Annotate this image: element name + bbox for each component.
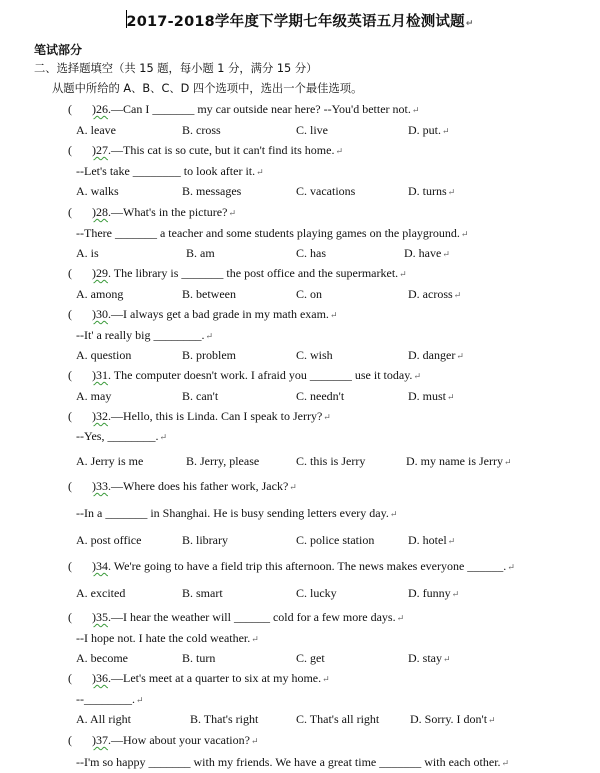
option-text: C. needn't (296, 389, 345, 403)
option-c (296, 389, 344, 404)
question-number: )27 (92, 143, 108, 157)
question-text: .—How about your vacation? (108, 733, 250, 747)
answer-paren: ( (68, 205, 72, 219)
option-a (76, 389, 111, 404)
option-text: C. on (296, 287, 323, 301)
question-number: )31 (92, 368, 108, 382)
question-stem (92, 733, 259, 748)
option-text: A. is (76, 246, 99, 260)
option-text: A. may (76, 389, 112, 403)
question-text: .—This cat is so cute, but it can't find its home. (108, 143, 335, 157)
option-c (296, 586, 337, 601)
paragraph-mark: ↵ (503, 457, 512, 467)
option-b (186, 246, 215, 261)
paragraph-mark: ↵ (447, 536, 456, 546)
question-text: .—Hello, this is Linda. Can I speak to Jerry? (108, 409, 323, 423)
option-d (406, 454, 512, 469)
question-text: .—Where does his father work, Jack? (108, 479, 289, 493)
question-reply (76, 328, 213, 343)
option-text: B. problem (182, 348, 236, 362)
answer-paren: ( (68, 409, 72, 423)
option-text: A. become (76, 651, 128, 665)
paragraph-mark: ↵ (289, 482, 297, 492)
option-b (190, 712, 258, 727)
option-d (408, 123, 450, 138)
answer-paren: ( (68, 610, 72, 624)
paragraph-mark: ↵ (136, 695, 144, 705)
option-a (76, 586, 125, 601)
paragraph-mark: ↵ (159, 432, 167, 442)
option-text: A. among (76, 287, 124, 301)
option-text: D. stay (408, 651, 442, 665)
paragraph-mark: ↵ (453, 290, 462, 300)
option-c (296, 712, 379, 727)
option-text: A. walks (76, 184, 119, 198)
paragraph-mark: ↵ (507, 562, 515, 572)
option-b (182, 533, 228, 548)
question-stem (92, 102, 419, 117)
option-a (76, 123, 116, 138)
option-text: C. wish (296, 348, 333, 362)
option-a (76, 184, 119, 199)
option-b (182, 586, 223, 601)
option-a (76, 287, 123, 302)
option-b (182, 389, 218, 404)
option-text: B. can't (182, 389, 219, 403)
question-stem (92, 143, 343, 158)
reply-text: --Let's take ________ to look after it. (76, 164, 256, 178)
question-number: )33 (92, 479, 108, 493)
answer-paren: ( (68, 733, 72, 747)
option-text: C. vacations (296, 184, 356, 198)
question-text: .—Let's meet at a quarter to six at my home. (108, 671, 322, 685)
option-text: C. has (296, 246, 326, 260)
question-stem (92, 479, 297, 494)
option-b (182, 184, 241, 199)
option-text: C. lucky (296, 586, 337, 600)
option-text: D. danger (408, 348, 456, 362)
reply-text: --Yes, ________. (76, 429, 159, 443)
answer-paren: ( (68, 143, 72, 157)
option-text: B. Jerry, please (186, 454, 260, 468)
paragraph-mark: ↵ (456, 351, 464, 361)
paragraph-mark: ↵ (447, 187, 456, 197)
paragraph-mark: ↵ (399, 269, 407, 279)
option-text: B. library (182, 533, 228, 547)
question-text: .—What's in the picture? (108, 205, 228, 219)
option-text: B. That's right (190, 712, 259, 726)
option-text: A. leave (76, 123, 116, 137)
option-d (408, 389, 455, 404)
question-number: )36 (92, 671, 108, 685)
paragraph-mark: ↵ (501, 758, 510, 768)
option-b (182, 348, 236, 363)
option-d (408, 651, 451, 666)
option-c (296, 454, 365, 469)
paragraph-mark: ↵ (389, 509, 398, 519)
option-text: A. All right (76, 712, 132, 726)
question-stem (92, 559, 515, 574)
question-number: )37 (92, 733, 108, 747)
reply-text: --I hope not. I hate the cold weather. (76, 631, 251, 645)
question-stem (92, 307, 337, 322)
answer-paren: ( (68, 559, 72, 573)
paragraph-mark: ↵ (396, 613, 405, 623)
question-number: )29 (92, 266, 108, 280)
question-stem (92, 205, 236, 220)
option-a (76, 348, 131, 363)
option-text: D. have (404, 246, 442, 260)
paragraph-mark: ↵ (460, 229, 469, 239)
question-reply (76, 226, 468, 241)
option-a (76, 454, 143, 469)
option-c (296, 287, 322, 302)
question-text: .—I always get a bad grade in my math exam. (108, 307, 329, 321)
option-a (76, 533, 141, 548)
paragraph-mark: ↵ (447, 392, 455, 402)
option-a (76, 246, 99, 261)
reply-text: --There _______ a teacher and some students playing games on the playground. (76, 226, 460, 240)
option-d (410, 712, 496, 727)
option-d (404, 246, 450, 261)
question-text: . The library is _______ the post office and the supermarket. (108, 266, 399, 280)
reply-text: --It' a really big ________. (76, 328, 205, 342)
answer-paren: ( (68, 671, 72, 685)
option-d (408, 287, 461, 302)
option-d (408, 586, 459, 601)
option-text: D. funny (408, 586, 451, 600)
question-text: .—I hear the weather will ______ cold for a few more days. (108, 610, 396, 624)
page-title (0, 10, 600, 31)
option-c (296, 533, 374, 548)
option-text: B. am (186, 246, 215, 260)
paragraph-mark: ↵ (451, 589, 460, 599)
option-text: C. live (296, 123, 328, 137)
answer-paren: ( (68, 307, 72, 321)
option-c (296, 123, 328, 138)
option-b (182, 123, 221, 138)
option-text: D. must (408, 389, 447, 403)
question-reply (76, 506, 397, 521)
paragraph-mark: ↵ (465, 19, 474, 29)
reply-text: --In a _______ in Shanghai. He is busy sending letters every day. (76, 506, 389, 520)
question-stem (92, 409, 331, 424)
paragraph-mark: ↵ (488, 715, 496, 725)
option-text: A. post office (76, 533, 142, 547)
question-stem (92, 266, 407, 281)
option-text: A. question (76, 348, 132, 362)
option-d (408, 533, 455, 548)
page-title-text: 2017-2018学年度下学期七年级英语五月检测试题 (126, 14, 465, 30)
question-number: )26 (92, 102, 108, 116)
option-text: D. hotel (408, 533, 447, 547)
paragraph-mark: ↵ (323, 412, 331, 422)
option-d (408, 184, 455, 199)
question-reply (76, 429, 167, 444)
paragraph-mark: ↵ (256, 167, 264, 177)
question-stem (92, 368, 421, 383)
paragraph-mark: ↵ (251, 634, 259, 644)
option-text: C. police station (296, 533, 375, 547)
paragraph-mark: ↵ (322, 674, 330, 684)
option-a (76, 651, 128, 666)
option-text: B. cross (182, 123, 221, 137)
paragraph-mark: ↵ (411, 105, 420, 115)
option-c (296, 348, 333, 363)
answer-paren: ( (68, 479, 72, 493)
question-text: . We're going to have a field trip this afternoon. The news makes everyone ______. (108, 559, 507, 573)
section-heading: 笔试部分 (34, 43, 83, 57)
option-text: D. Sorry. I don't (410, 712, 488, 726)
option-text: A. Jerry is me (76, 454, 144, 468)
question-reply (76, 631, 259, 646)
paragraph-mark: ↵ (413, 371, 421, 381)
option-b (182, 287, 236, 302)
question-reply (76, 164, 264, 179)
answer-paren: ( (68, 368, 72, 382)
option-text: D. turns (408, 184, 447, 198)
answer-paren: ( (68, 266, 72, 280)
part-heading: 二、选择题填空（共 15 题，每小题 1 分，满分 15 分） (34, 62, 318, 75)
question-stem (92, 671, 330, 686)
question-reply (76, 692, 144, 707)
option-c (296, 184, 355, 199)
option-b (186, 454, 259, 469)
option-d (408, 348, 464, 363)
option-text: C. That's all right (296, 712, 380, 726)
option-text: C. get (296, 651, 325, 665)
paragraph-mark: ↵ (443, 654, 451, 664)
option-text: B. messages (182, 184, 242, 198)
question-number: )34 (92, 559, 108, 573)
option-b (182, 651, 215, 666)
question-text: . The computer doesn't work. I afraid you _______ use it today. (108, 368, 413, 382)
question-number: )28 (92, 205, 108, 219)
reply-text: --I'm so happy _______ with my friends. We have a great time _______ with each other. (76, 755, 501, 769)
option-text: B. turn (182, 651, 216, 665)
reply-text: --________. (76, 692, 135, 706)
question-number: )32 (92, 409, 108, 423)
option-text: D. across (408, 287, 453, 301)
paragraph-mark: ↵ (335, 146, 344, 156)
answer-paren: ( (68, 102, 72, 116)
question-text: .—Can I _______ my car outside near here? --You'd better not. (108, 102, 411, 116)
option-text: C. this is Jerry (296, 454, 366, 468)
option-text: D. my name is Jerry (406, 454, 503, 468)
option-text: B. between (182, 287, 236, 301)
question-number: )35 (92, 610, 108, 624)
question-stem (92, 610, 404, 625)
option-text: A. excited (76, 586, 126, 600)
option-c (296, 651, 325, 666)
paragraph-mark: ↵ (250, 736, 259, 746)
paragraph-mark: ↵ (228, 208, 237, 218)
option-text: B. smart (182, 586, 223, 600)
option-c (296, 246, 326, 261)
option-a (76, 712, 131, 727)
instruction-text: 从题中所给的 A、B、C、D 四个选项中，选出一个最佳选项。 (52, 82, 363, 95)
option-text: D. put. (408, 123, 441, 137)
paragraph-mark: ↵ (442, 126, 450, 136)
paragraph-mark: ↵ (205, 331, 214, 341)
paragraph-mark: ↵ (442, 249, 450, 259)
paragraph-mark: ↵ (329, 310, 338, 320)
question-number: )30 (92, 307, 108, 321)
question-reply (76, 755, 509, 770)
